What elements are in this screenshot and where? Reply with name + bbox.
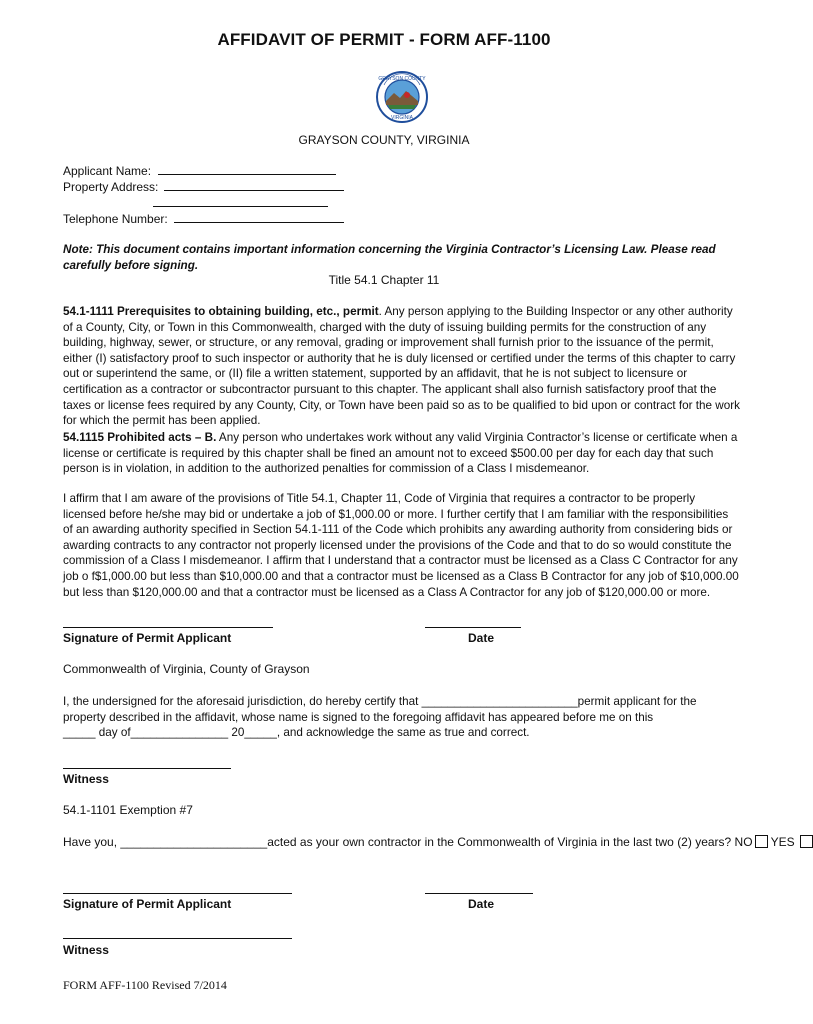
certification-date-line[interactable]: _____ day of_______________ 20_____, and acknowledge the same as true and correct. [63,726,530,740]
no-checkbox[interactable] [755,835,768,848]
signature-label-1: Signature of Permit Applicant [63,631,232,645]
date-line-1[interactable] [425,627,521,628]
section-1115-body: Any person who undertakes work without any valid Virginia Contractor’s license or certificate when a license or certificate is required by this chapter shall be fined an amount not to exceed $500.00 per day for each day that such person is in violation, in addition to the authorized penalties for commission of a Class I misdemeanor. [63,431,738,476]
certification-text-1: I, the undersigned for the aforesaid jurisdiction, do hereby certify that [63,695,422,708]
applicant-signature-line-2[interactable] [63,893,292,894]
yes-checkbox[interactable] [800,835,813,848]
exemption-heading: 54.1-1101 Exemption #7 [63,803,193,817]
exemption-text-2: acted as your own contractor in the Commonwealth of Virginia in the last two (2) years? NO [267,835,753,849]
telephone-number-label: Telephone Number: [63,212,168,226]
witness-label-2: Witness [63,943,109,957]
section-1115-paragraph [63,430,741,477]
county-seal-logo [376,71,428,123]
certification-paragraph [63,694,741,741]
section-1111-paragraph [63,304,741,429]
title-reference: Title 54.1 Chapter 11 [328,273,440,287]
signature-label-2: Signature of Permit Applicant [63,897,232,911]
telephone-number-field[interactable] [63,211,344,228]
certification-text-2: permit applicant for the property described in the affidavit, whose name is signed to the foregoing affidavit has appeared before me on this [63,695,697,724]
property-address-line[interactable] [164,179,344,191]
date-line-2[interactable] [425,893,533,894]
applicant-signature-line-1[interactable] [63,627,273,628]
contractor-name-blank[interactable]: ______________________ [120,835,268,849]
section-1115-heading: 54.1115 Prohibited acts – B. [63,431,217,444]
affirmation-paragraph: I affirm that I am aware of the provisions of Title 54.1, Chapter 11, Code of Virginia that requires a contractor to be properly licensed before he/she may bid or undertake a job of $1,000.00 or more. I further certify that I am familiar with the responsibilities of an awarding authority specified in Section 54.1-111 of the Code which prohibits any awarding authority from considering bids or awarding contracts to any contractor not properly licensed under the provisions of the Code and that to do so would constitute the commission of a Class I misdemeanor. I affirm that I understand that a contractor must be licensed as a Class C Contractor for any job o f$1,000.00 but less than $10,000.00 and that a contractor must be licensed as a Class B Contractor for any job of $10,000.00 but less than $120,000.00 and that a contractor must be licensed as a Class A Contractor for any job of $120,000.00 or more. [63,492,739,599]
exemption-text-1: Have you, [63,835,121,849]
date-label-1: Date [467,631,494,645]
commonwealth-line: Commonwealth of Virginia, County of Grayson [63,662,310,676]
applicant-name-line[interactable] [158,163,336,175]
witness-signature-line-1[interactable] [63,768,231,769]
exemption-question [63,835,799,851]
witness-label-1: Witness [63,772,109,786]
svg-text:GRAYSON COUNTY: GRAYSON COUNTY [378,76,426,82]
svg-text:VIRGINIA: VIRGINIA [391,115,413,121]
applicant-name-field[interactable] [63,163,336,180]
form-footer: FORM AFF-1100 Revised 7/2014 [63,978,227,992]
section-1111-body: . Any person applying to the Building Inspector or any other authority of a County, City, or Town in this Commonwealth, charged with the duty of issuing building permits for the construction of any building, highway, sewer, or structure, or any removal, grading or improvement shall furnish prior to the issuance of the permit, either (I) satisfactory proof to such inspector or authority that he is duly licensed or certified under the terms of this chapter to carry out or superintend the same, or (II) file a written statement, supported by an affidavit, that he is not subject to licensure or certification as a contractor or subcontractor pursuant to this chapter. The applicant shall also furnish satisfactory proof that the taxes or license fees required by any County, City, or Town have been paid so as to be qualified to bid upon or contract for the work for which the permit has been applied. [63,305,740,428]
applicant-name-label: Applicant Name: [63,164,152,178]
page-title: AFFIDAVIT OF PERMIT - FORM AFF-1100 [217,30,551,49]
yes-label: YES [767,835,799,849]
property-address-field[interactable] [63,179,344,196]
permit-applicant-blank[interactable]: ________________________ [421,695,578,708]
telephone-number-line[interactable] [174,211,344,223]
important-note: Note: This document contains important information concerning the Virginia Contractor’s Licensing Law. Please read carefully before signing. [63,243,716,272]
property-address-label: Property Address: [63,180,159,194]
date-label-2: Date [467,897,494,911]
county-header: GRAYSON COUNTY, VIRGINIA [298,133,470,147]
witness-signature-line-2[interactable] [63,938,292,939]
section-1111-heading: 54.1-1111 Prerequisites to obtaining building, etc., permit [63,305,379,318]
property-address-line-2[interactable] [153,206,328,207]
